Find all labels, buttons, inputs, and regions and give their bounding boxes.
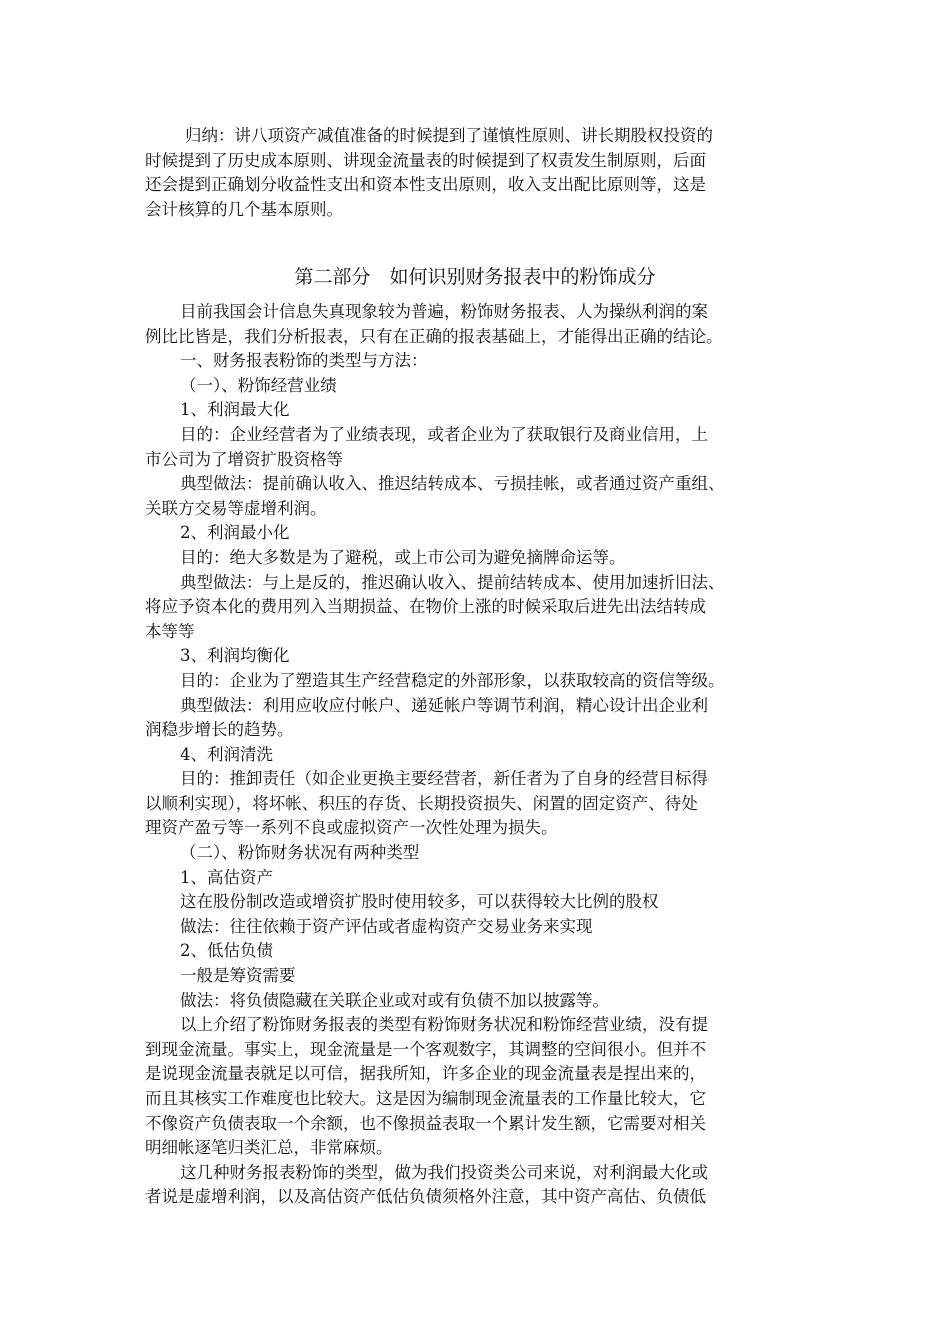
text-line: 时候提到了历史成本原则、讲现金流量表的时候提到了权责发生制原则，后面	[145, 150, 706, 170]
text-line: 会计核算的几个基本原则。	[145, 199, 343, 219]
text-line: 本等等	[145, 621, 195, 641]
text-line: （一）、粉饰经营业绩	[180, 375, 337, 395]
text-line: 不像资产负债表取一个余额，也不像损益表取一个累计发生额，它需要对相关	[145, 1113, 706, 1133]
text-line: 关联方交易等虚增利润。	[145, 498, 327, 518]
text-line: 2、低估负债	[180, 941, 273, 961]
text-line: 而且其核实工作难度也比较大。这是因为编制现金流量表的工作量比较大，它	[145, 1089, 706, 1108]
text-line: 是说现金流量表就足以可信，据我所知，许多企业的现金流量表是捏出来的，	[145, 1064, 706, 1084]
section-heading: 第二部分 如何识别财务报表中的粉饰成分	[294, 266, 656, 288]
text-line: 目前我国会计信息失真现象较为普遍，粉饰财务报表、人为操纵利润的案	[180, 302, 708, 321]
text-line: （二）、粉饰财务状况有两种类型	[180, 843, 420, 863]
text-line: 目的：企业经营者为了业绩表现，或者企业为了获取银行及商业信用，上	[180, 424, 708, 444]
text-line: 润稳步增长的趋势。	[145, 720, 294, 740]
text-line: 一、财务报表粉饰的类型与方法：	[180, 351, 428, 371]
text-line: 者说是虚增利润，以及高估资产低估负债须格外注意，其中资产高估、负债低	[145, 1187, 706, 1207]
body-text	[145, 300, 815, 1210]
text-line: 归纳：讲八项资产减值准备的时候提到了谨慎性原则、讲长期股权投资的	[185, 126, 713, 145]
text-line: 理资产盈亏等一系列不良或虚拟资产一次性处理为损失。	[145, 818, 558, 838]
text-line: 1、高估资产	[180, 867, 273, 887]
text-line: 一般是筹资需要	[180, 966, 296, 986]
text-line: 目的：推卸责任（如企业更换主要经营者，新任者为了自身的经营目标得	[180, 769, 708, 789]
text-line: 做法：往往依赖于资产评估或者虚构资产交易业务来实现	[180, 916, 593, 936]
text-line: 以上介绍了粉饰财务报表的类型有粉饰财务状况和粉饰经营业绩，没有提	[180, 1015, 708, 1035]
text-line: 市公司为了增资扩股资格等	[145, 449, 343, 469]
text-line: 典型做法：利用应收应付帐户、递延帐户等调节利润，精心设计出企业利	[180, 695, 708, 715]
text-line: 将应予资本化的费用列入当期损益、在物价上涨的时候采取后进先出法结转成	[145, 597, 706, 617]
text-line: 到现金流量。事实上，现金流量是一个客观数字，其调整的空间很小。但并不	[145, 1039, 706, 1059]
text-line: 还会提到正确划分收益性支出和资本性支出原则，收入支出配比原则等，这是	[145, 175, 706, 195]
text-line: 例比比皆是，我们分析报表，只有在正确的报表基础上，才能得出正确的结论。	[145, 326, 723, 346]
intro-paragraph	[145, 124, 815, 222]
text-line: 1、利润最大化	[180, 400, 290, 420]
text-line: 这几种财务报表粉饰的类型，做为我们投资类公司来说，对利润最大化或	[180, 1162, 708, 1182]
text-line: 这在股份制改造或增资扩股时使用较多，可以获得较大比例的股权	[180, 892, 659, 912]
text-line: 3、利润均衡化	[180, 646, 290, 666]
text-line: 以顺利实现），将坏帐、积压的存货、长期投资损失、闲置的固定资产、待处	[145, 793, 698, 813]
text-line: 2、利润最小化	[180, 523, 290, 543]
text-line: 目的：企业为了塑造其生产经营稳定的外部形象，以获取较高的资信等级。	[180, 670, 725, 690]
text-line: 典型做法：与上是反的，推迟确认收入、提前结转成本、使用加速折旧法、	[180, 572, 725, 592]
text-line: 明细帐逐笔归类汇总，非常麻烦。	[145, 1138, 393, 1158]
text-line: 典型做法：提前确认收入、推迟结转成本、亏损挂帐，或者通过资产重组、	[180, 474, 725, 494]
text-line: 做法：将负债隐藏在关联企业或对或有负债不加以披露等。	[180, 990, 609, 1010]
text-line: 目的：绝大多数是为了避税，或上市公司为避免摘牌命运等。	[180, 547, 626, 567]
text-line: 4、利润清洗	[180, 744, 273, 764]
